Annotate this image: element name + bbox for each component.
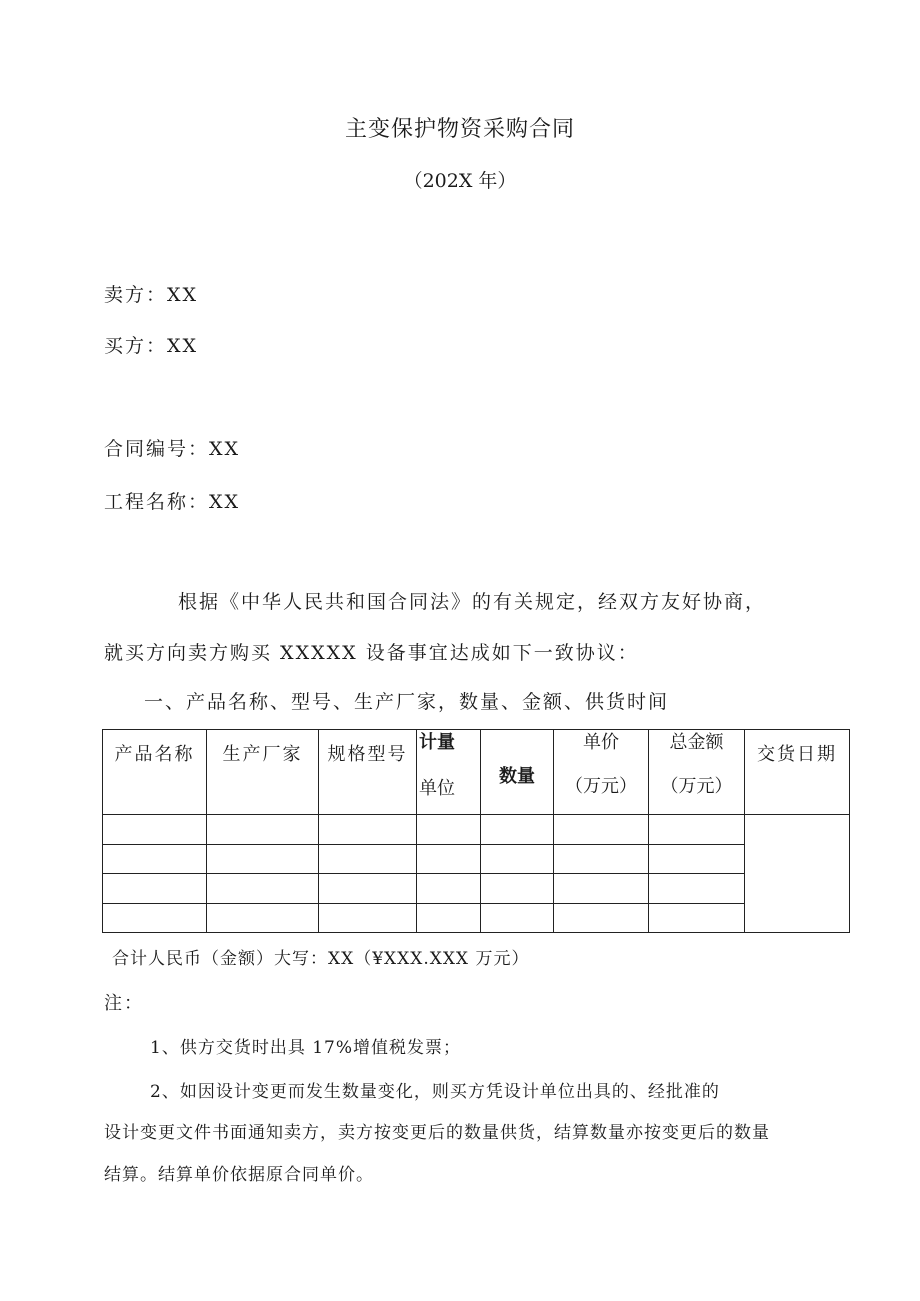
table-header-row bbox=[103, 730, 850, 815]
contract-number: 合同编号：XX bbox=[104, 438, 241, 460]
table-cell bbox=[649, 844, 745, 874]
table-row bbox=[103, 844, 850, 874]
delivery-date-cell bbox=[745, 815, 850, 933]
table-cell bbox=[649, 874, 745, 904]
header-price bbox=[554, 730, 649, 815]
table-cell bbox=[649, 903, 745, 933]
intro-line-1: 根据《中华人民共和国合同法》的有关规定，经双方友好协商， bbox=[178, 591, 767, 613]
header-unit-bottom: 单位 bbox=[419, 778, 455, 799]
header-total bbox=[649, 730, 745, 815]
note-item-2-line-2: 设计变更文件书面通知卖方，卖方按变更后的数量供货，结算数量亦按变更后的数量 bbox=[104, 1123, 770, 1143]
table-cell bbox=[554, 903, 649, 933]
header-unit bbox=[417, 730, 481, 815]
table-row bbox=[103, 874, 850, 904]
header-unit-top: 计量 bbox=[419, 732, 455, 753]
table-row bbox=[103, 815, 850, 845]
intro-line-2: 就买方向卖方购买 XXXXX 设备事宜达成如下一致协议： bbox=[104, 642, 639, 664]
table-cell bbox=[554, 874, 649, 904]
notes-label: 注： bbox=[104, 993, 144, 1014]
document-year: （202X 年） bbox=[403, 170, 517, 192]
note-item-2-line-1: 2、如因设计变更而发生数量变化，则买方凭设计单位出具的、经批准的 bbox=[150, 1082, 720, 1102]
header-total-top: 总金额 bbox=[669, 732, 724, 753]
document-title: 主变保护物资采购合同 bbox=[344, 117, 575, 142]
table-cell bbox=[417, 874, 481, 904]
table-cell bbox=[103, 874, 207, 904]
header-price-bottom: （万元） bbox=[565, 776, 637, 797]
header-price-top: 单价 bbox=[583, 732, 619, 753]
table-cell bbox=[554, 815, 649, 845]
table-cell bbox=[481, 844, 554, 874]
header-product-name: 产品名称 bbox=[103, 730, 207, 815]
header-delivery-date: 交货日期 bbox=[745, 730, 850, 815]
table-cell bbox=[103, 815, 207, 845]
header-model: 规格型号 bbox=[319, 730, 417, 815]
table-cell bbox=[481, 874, 554, 904]
table-cell bbox=[103, 844, 207, 874]
product-table bbox=[102, 729, 850, 933]
table-cell bbox=[319, 815, 417, 845]
table-cell bbox=[207, 844, 319, 874]
project-name: 工程名称：XX bbox=[104, 491, 241, 513]
table-cell bbox=[103, 903, 207, 933]
header-total-bottom: （万元） bbox=[660, 776, 733, 797]
table-cell bbox=[207, 903, 319, 933]
note-item-2-line-3: 结算。结算单价依据原合同单价。 bbox=[104, 1165, 374, 1185]
table-cell bbox=[417, 815, 481, 845]
section-1-heading: 一、产品名称、型号、生产厂家，数量、金额、供货时间 bbox=[144, 691, 670, 713]
table-cell bbox=[554, 844, 649, 874]
table-row bbox=[103, 903, 850, 933]
table-cell bbox=[207, 815, 319, 845]
table-cell bbox=[319, 874, 417, 904]
table-cell bbox=[417, 844, 481, 874]
table-cell bbox=[481, 815, 554, 845]
header-manufacturer: 生产厂家 bbox=[207, 730, 319, 815]
note-item-1: 1、供方交货时出具 17%增值税发票； bbox=[150, 1038, 462, 1058]
seller-line: 卖方：XX bbox=[104, 284, 199, 306]
header-quantity: 数量 bbox=[481, 730, 554, 815]
total-amount-line: 合计人民币（金额）大写：XX（¥XXX.XXX 万元） bbox=[112, 949, 530, 969]
table-cell bbox=[417, 903, 481, 933]
table-cell bbox=[481, 903, 554, 933]
table-cell bbox=[649, 815, 745, 845]
table-cell bbox=[319, 903, 417, 933]
buyer-line: 买方：XX bbox=[104, 335, 199, 357]
table-cell bbox=[207, 874, 319, 904]
table-cell bbox=[319, 844, 417, 874]
